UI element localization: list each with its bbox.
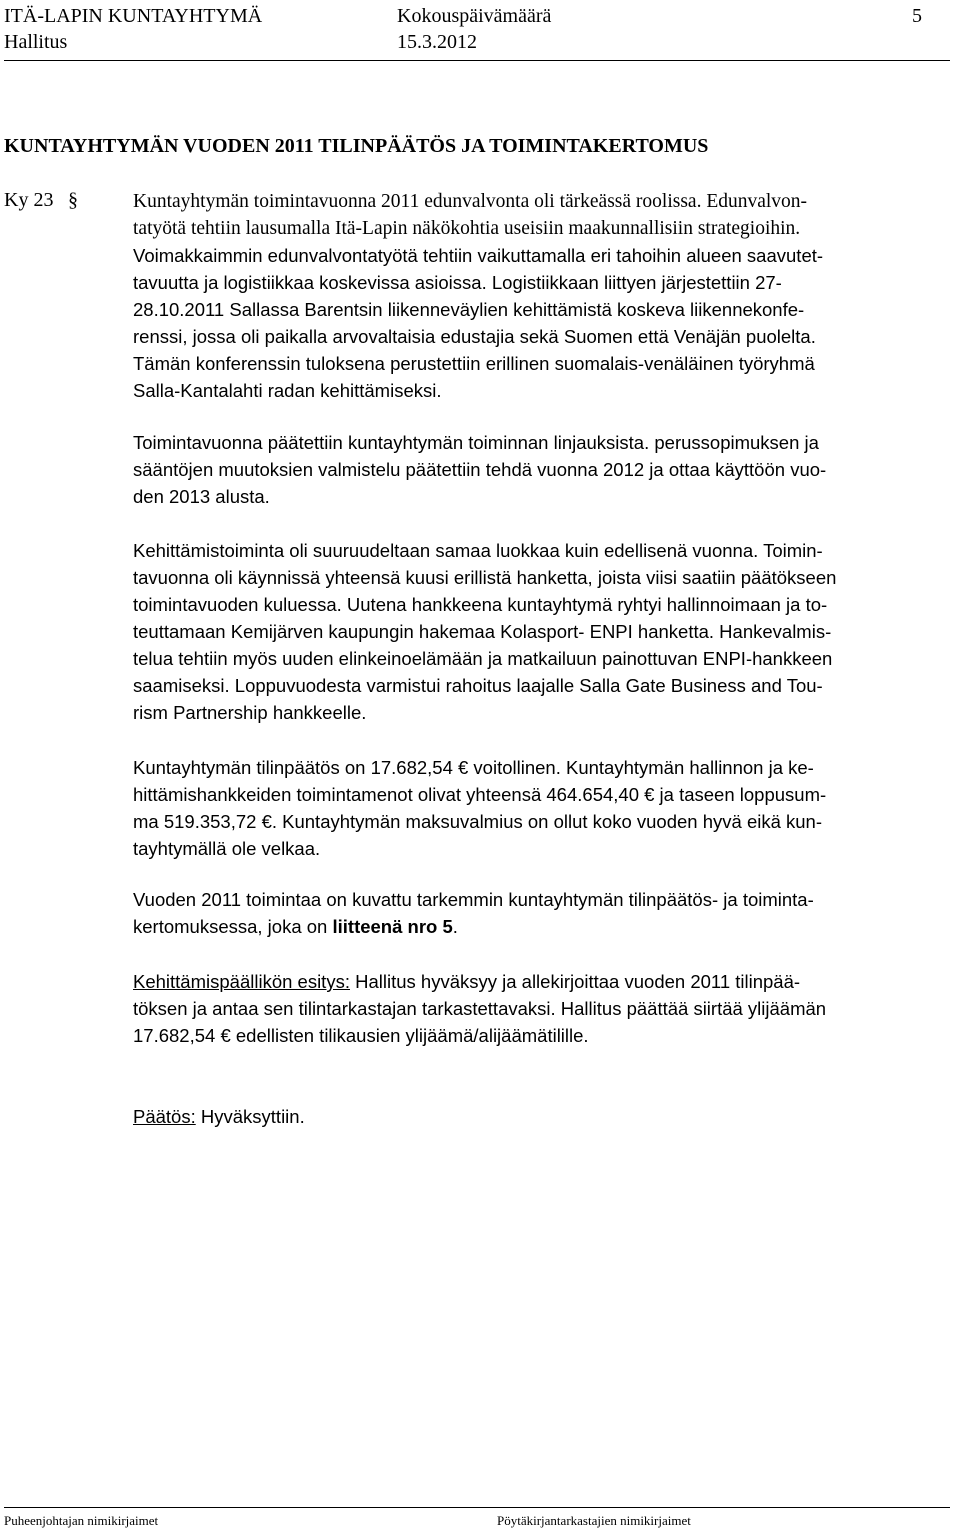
decision-label: Päätös: xyxy=(133,1106,196,1127)
paragraph-line xyxy=(133,913,941,940)
paragraph-line: teuttamaan Kemijärven kaupungin hakemaa Kolasport- ENPI hanketta. Hankevalmis- xyxy=(133,621,832,642)
footer-divider xyxy=(4,1507,950,1508)
meeting-date-label: Kokouspäivämäärä xyxy=(397,5,552,27)
paragraph-line: 28.10.2011 Sallassa Barentsin liikenneväylien kehittämistä koskeva liikennekonfe- xyxy=(133,299,805,320)
decision-text: Hyväksyttiin. xyxy=(195,1106,305,1127)
paragraph-line xyxy=(133,1103,941,1130)
organization-name: ITÄ-LAPIN KUNTAYHTYMÄ xyxy=(4,5,263,27)
paragraph-line: ma 519.353,72 €. Kuntayhtymän maksuvalmius on ollut koko vuoden hyvä eikä kun- xyxy=(133,811,823,832)
paragraph-line: den 2013 alusta. xyxy=(133,486,270,507)
meeting-date: 15.3.2012 xyxy=(397,31,477,53)
paragraph-line: renssi, jossa oli paikalla arvovaltaisia edustajia sekä Suomen että Venäjän puolelta. xyxy=(133,326,816,347)
paragraph-line: tavuutta ja logistiikkaa koskevissa asioissa. Logistiikkaan liittyen järjestettiin 27- xyxy=(133,272,782,293)
paragraph-line: saamiseksi. Loppuvuodesta varmistui rahoitus laajalle Salla Gate Business and Tou- xyxy=(133,675,823,696)
paragraph-line: Kuntayhtymän tilinpäätös on 17.682,54 € voitollinen. Kuntayhtymän hallinnon ja ke- xyxy=(133,757,814,778)
paragraph-line: tatyötä tehtiin lausumalla Itä-Lapin näkökohtia useisiin maakunnallisiin strategioihin. xyxy=(133,218,801,239)
section-number: Ky 23 xyxy=(4,189,54,211)
paragraph-development xyxy=(133,537,941,726)
paragraph-line: Vuoden 2011 toimintaa on kuvattu tarkemmin kuntayhtymän tilinpäätös- ja toiminta- xyxy=(133,889,814,910)
examiners-initials-label: Pöytäkirjantarkastajien nimikirjaimet xyxy=(497,1513,691,1528)
paragraph-line: sääntöjen muutoksien valmistelu päätettiin tehdä vuonna 2012 ja ottaa käyttöön vuo- xyxy=(133,459,827,480)
paragraph-line: rism Partnership hankkeelle. xyxy=(133,702,367,723)
line-text: kertomuksessa, joka on xyxy=(133,916,333,937)
paragraph-policy xyxy=(133,429,941,510)
line-text: . xyxy=(452,916,458,937)
paragraph-advocacy xyxy=(133,188,941,404)
proposal-paragraph xyxy=(133,968,941,1049)
paragraph-line: Salla-Kantalahti radan kehittämiseksi. xyxy=(133,380,442,401)
section-mark: § xyxy=(68,189,78,211)
proposal-label: Kehittämispäällikön esitys: xyxy=(133,971,350,992)
decision-paragraph xyxy=(133,1103,941,1130)
paragraph-line: Toimintavuonna päätettiin kuntayhtymän toiminnan linjauksista. perussopimuksen ja xyxy=(133,432,819,453)
paragraph-line: telua tehtiin myös uuden elinkeinoelämään ja matkailuun painottuvan ENPI-hankkeen xyxy=(133,648,833,669)
paragraph-financial-result xyxy=(133,754,941,862)
page-number: 5 xyxy=(912,5,922,27)
paragraph-line: toimintavuoden kuluessa. Uutena hankkeena kuntayhtymä ryhtyi hallinnoimaan ja to- xyxy=(133,594,828,615)
chair-initials-label: Puheenjohtajan nimikirjaimet xyxy=(4,1513,159,1528)
paragraph-line: tayhtymällä ole velkaa. xyxy=(133,838,321,859)
paragraph-line: Voimakkaimmin edunvalvontatyötä tehtiin vaikuttamalla eri tahoihin alueen saavutet- xyxy=(133,245,824,266)
paragraph-line xyxy=(133,968,941,995)
paragraph-line: Kehittämistoiminta oli suuruudeltaan samaa luokkaa kuin edellisenä vuonna. Toimin- xyxy=(133,540,823,561)
governing-body: Hallitus xyxy=(4,31,68,53)
paragraph-annual-report xyxy=(133,886,941,940)
paragraph-line: Kuntayhtymän toimintavuonna 2011 edunvalvonta oli tärkeässä roolissa. Edunvalvon- xyxy=(133,191,808,212)
paragraph-line: hittämishankkeiden toimintamenot olivat yhteensä 464.654,40 € ja taseen loppusum- xyxy=(133,784,827,805)
header-divider xyxy=(4,60,950,61)
attachment-reference: liitteenä nro 5 xyxy=(332,916,453,937)
paragraph-line: töksen ja antaa sen tilintarkastajan tarkastettavaksi. Hallitus päättää siirtää ylijäämän xyxy=(133,998,827,1019)
paragraph-line: Tämän konferenssin tuloksena perustettiin erillinen suomalais-venäläinen työryhmä xyxy=(133,353,815,374)
paragraph-line: 17.682,54 € edellisten tilikausien ylijäämä/alijäämätilille. xyxy=(133,1025,589,1046)
paragraph-line: tavuonna oli käynnissä yhteensä kuusi erillistä hanketta, joista viisi saatiin päätökseen xyxy=(133,567,837,588)
line-text: Hallitus hyväksyy ja allekirjoittaa vuoden 2011 tilinpää- xyxy=(349,971,801,992)
section-title: KUNTAYHTYMÄN VUODEN 2011 TILINPÄÄTÖS JA TOIMINTAKERTOMUS xyxy=(4,135,709,157)
